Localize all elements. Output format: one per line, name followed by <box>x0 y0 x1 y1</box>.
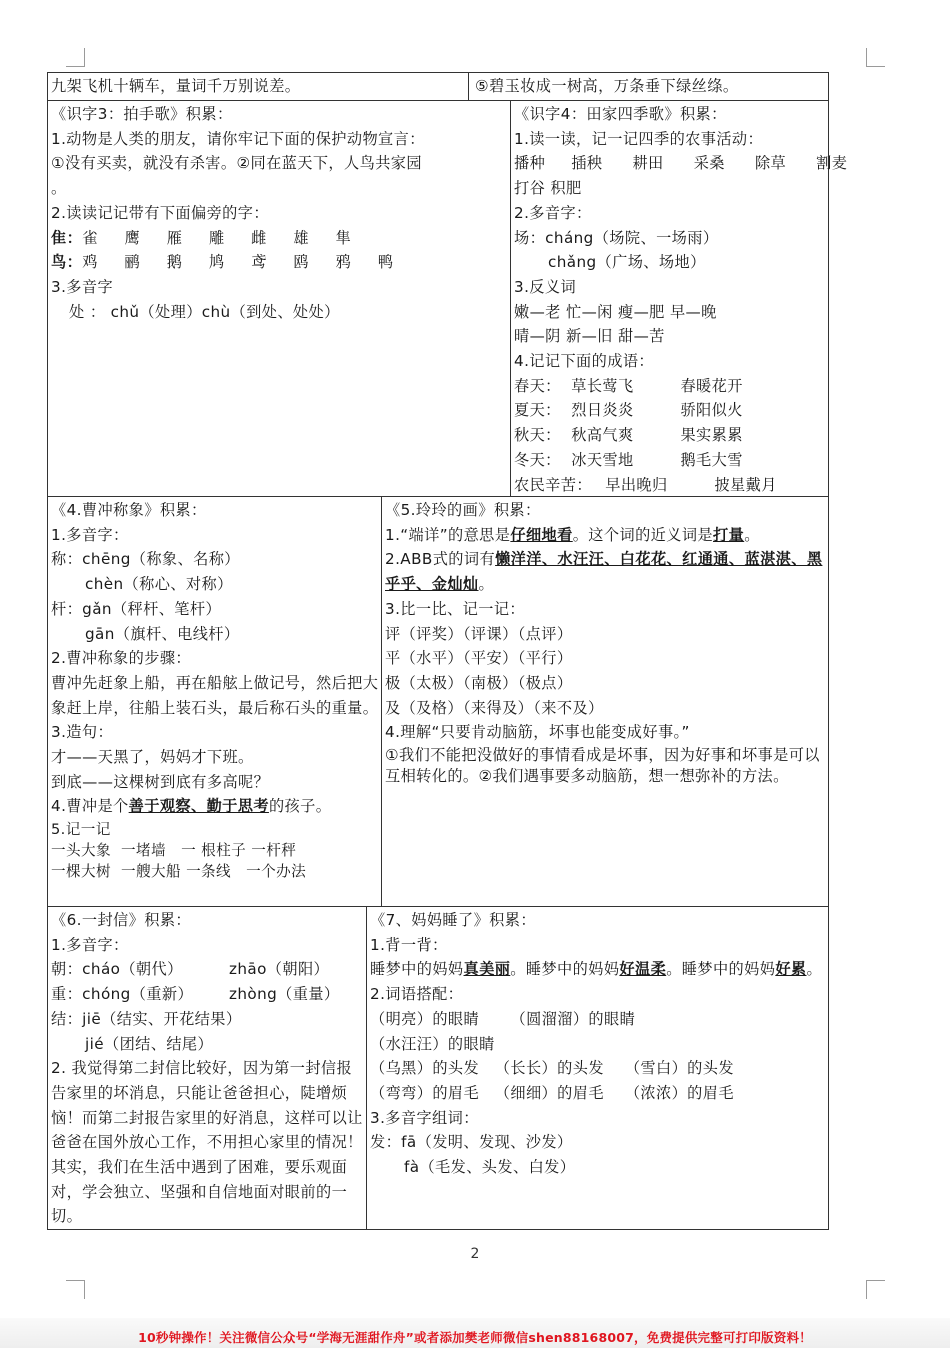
text-line: 发：fā（发明、发现、沙发） <box>370 1133 573 1152</box>
idiom: 秋高气爽 <box>571 426 634 445</box>
activity: 耕田 <box>632 154 664 173</box>
text: 睡梦中的妈妈 <box>370 960 464 979</box>
paragraph <box>370 957 826 982</box>
text-line: 。 <box>51 179 67 198</box>
text-line: （乌黑）的头发 （长长）的头发 （雪白）的头发 <box>370 1059 734 1078</box>
activity: 除草 <box>754 154 787 173</box>
crop-mark-top-right <box>866 48 885 67</box>
idiom: 果实累累 <box>680 426 743 445</box>
farm-activity-row <box>514 151 848 176</box>
idiom: 草长莺飞 <box>571 376 634 395</box>
section-title: 《4.曹冲称象》积累： <box>51 501 207 519</box>
crop-mark-top-left <box>66 48 85 67</box>
idiom: 早出晚归 <box>605 475 668 494</box>
idiom-row <box>514 398 826 423</box>
text-line: 1.多音字： <box>51 935 129 954</box>
text-line: 极（太极）（南极）（极点） <box>385 673 573 692</box>
text-line: 嫩—老 忙—闲 瘦—肥 早—晚 <box>514 302 717 321</box>
text-line: ①没有买卖，就没有杀害。②同在蓝天下，人鸟共家园 <box>51 154 422 173</box>
text-line: 3.造句： <box>51 723 114 742</box>
text-line: 5.记一记 <box>51 821 111 839</box>
section-shizi4 <box>511 101 848 495</box>
text-line: 打谷 积肥 <box>514 179 582 198</box>
section-lingling <box>382 497 828 905</box>
text: 朝：cháo（朝代） <box>51 960 183 979</box>
radical-label: 隹： <box>51 228 83 247</box>
keyword: 善于观察、勤于思考 <box>128 797 269 816</box>
idiom-row <box>514 448 826 473</box>
char: 鹂 <box>124 253 141 272</box>
text-line: 3.反义词 <box>514 277 577 296</box>
char: 鹅 <box>166 253 183 272</box>
radical-zhui-row <box>51 226 508 251</box>
text-line: 晴—阴 新—旧 甜—苦 <box>514 327 665 346</box>
section-title: 《7、妈妈睡了》积累： <box>370 911 536 929</box>
text-line: 4.理解“只要肯动脑筋，坏事也能变成好事。” <box>385 723 690 742</box>
text-line: 2.读读记记带有下面偏旁的字： <box>51 203 269 222</box>
section-title: 《识字3：拍手歌》积累： <box>51 105 233 123</box>
text-line: chèn（称心、对称） <box>85 575 233 594</box>
activity: 播种 <box>514 154 546 173</box>
text-line: 平（水平）（平安）（平行） <box>385 649 573 668</box>
text-line: gān（旗杆、电线杆） <box>85 624 240 643</box>
text-line: 称：chēng（称象、名称） <box>51 550 240 569</box>
char: 隼 <box>335 228 352 247</box>
text-line: 及（及格）（来得及）（来不及） <box>385 698 604 717</box>
text-line: 结：jiē（结实、开花结果） <box>51 1009 242 1028</box>
radical-label: 鸟： <box>51 253 83 272</box>
char: 鸥 <box>293 253 309 272</box>
poem-line-left: 九架飞机十辆车，量词千万别说差。 <box>51 77 301 95</box>
char: 雕 <box>208 228 225 247</box>
char: 雁 <box>166 228 183 247</box>
text: 。这个词的近义词是 <box>572 525 714 544</box>
text-line: chǎng（广场、场地） <box>548 253 706 272</box>
notes-table <box>47 72 848 1230</box>
idiom: 春暖花开 <box>680 376 743 395</box>
text-line: 3.比一比、记一记： <box>385 599 525 618</box>
activity: 采桑 <box>693 154 725 173</box>
idiom: 冰天雪地 <box>571 450 634 469</box>
section-title: 《识字4：田家四季歌》积累： <box>514 105 727 123</box>
text-line: 杆：gǎn（秤杆、笔杆） <box>51 599 222 618</box>
season-label: 冬天： <box>514 450 561 469</box>
keyword: 懒洋洋、水汪汪、白花花、红通通、蓝湛湛、黑乎乎、金灿灿 <box>385 550 823 594</box>
text-line: （明亮）的眼睛 （圆溜溜）的眼睛 <box>370 1009 636 1028</box>
season-label: 夏天： <box>514 401 561 420</box>
section-title: 《6.一封信》积累： <box>51 911 191 929</box>
idiom-row <box>514 473 826 498</box>
text-line: 评（评奖）（评课）（点评） <box>385 624 573 643</box>
char: 鸡 <box>82 253 98 272</box>
text-line: 到底——这棵树到底有多高呢？ <box>51 772 270 791</box>
char: 鸢 <box>251 253 267 272</box>
paragraph: ①我们不能把没做好的事情看成是坏事，因为好事和坏事是可以互相转化的。②我们遇事要多动脑筋，想一想弥补的方法。 <box>385 746 820 786</box>
text-line: 1.背一背： <box>370 935 448 954</box>
text: 。 <box>478 575 495 594</box>
text: 4.曹冲是个 <box>51 797 129 816</box>
crop-mark-bottom-left <box>66 1280 85 1299</box>
text-line: （水汪汪）的眼睛 <box>370 1034 495 1053</box>
text: 1.“端详”的意思是 <box>385 525 511 544</box>
section-title: 《5.玲玲的画》积累： <box>385 501 541 519</box>
text-line: 1.多音字： <box>51 525 129 544</box>
text-line: 场：cháng（场院、一场雨） <box>514 228 719 247</box>
text-line: 3.多音字 <box>51 277 114 296</box>
section-shizi3 <box>48 101 510 495</box>
text: 的孩子。 <box>268 797 332 816</box>
page-number: 2 <box>470 1246 480 1262</box>
char: 鸭 <box>377 253 394 272</box>
keyword: 仔细地看 <box>510 525 573 544</box>
char: 鹰 <box>124 228 141 247</box>
paragraph: 曹冲先赶象上船，再在船舷上做记号，然后把大象赶上岸，往船上装石头，最后称石头的重量。 <box>51 673 379 717</box>
text: 。睡梦中的妈妈 <box>666 960 776 979</box>
text-line: 1.动物是人类的朋友，请你牢记下面的保护动物宣言： <box>51 129 425 148</box>
text-line: 3.多音字组词： <box>370 1108 479 1127</box>
section-letter <box>48 907 366 1229</box>
text-line <box>385 523 826 548</box>
text-line <box>51 957 364 982</box>
text-line <box>51 982 364 1007</box>
text: 。睡梦中的妈妈 <box>510 960 620 979</box>
char: 雀 <box>82 228 98 247</box>
poem-line-right: ⑤碧玉妆成一树高，万条垂下绿丝绦。 <box>475 77 739 95</box>
radical-niao-row <box>51 250 508 275</box>
text: 重：chóng（重新） <box>51 985 194 1004</box>
char: 鸠 <box>208 253 225 272</box>
keyword: 好温柔 <box>619 960 667 979</box>
text-line <box>51 794 379 819</box>
section-mom-asleep <box>367 907 828 1229</box>
idiom: 披星戴月 <box>714 475 777 494</box>
idiom: 鹅毛大雪 <box>680 450 743 469</box>
idiom: 烈日炎炎 <box>571 401 634 420</box>
paragraph: 2. 我觉得第二封信比较好，因为第一封信报告家里的坏消息，只能让爸爸担心，陡增烦恼！而第二封报告家里的好消息，这样可以让爸爸在国外放心工作，不用担心家里的情况！其实，我们在生活中遇到了困难，要乐观面对，学会独立、坚强和自信地面对眼前的一切。 <box>51 1059 363 1226</box>
char: 雄 <box>293 228 309 247</box>
text-line: 1.读一读，记一记四季的农事活动： <box>514 129 764 148</box>
promo-footer: 10秒钟操作！关注微信公众号“学海无涯甜作舟”或者添加樊老师微信shen88168007，免费提供完整可打印版资料！ <box>138 1330 812 1345</box>
text: 2.ABB式的词有 <box>385 550 496 569</box>
text-line: 才——天黑了，妈妈才下班。 <box>51 748 254 767</box>
text-line: jié（团结、结尾） <box>85 1034 214 1053</box>
season-label: 春天： <box>514 376 561 395</box>
text-line: 一棵大树 一艘大船 一条线 一个办法 <box>51 863 307 881</box>
section-caochong <box>48 497 381 905</box>
text-line: fà（毛发、头发、白发） <box>404 1158 576 1177</box>
crop-mark-bottom-right <box>866 1280 885 1299</box>
char: 鸦 <box>335 253 352 272</box>
char: 雌 <box>251 228 267 247</box>
text: zhāo（朝阳） <box>229 960 330 979</box>
text-line: 2.曹冲称象的步骤： <box>51 649 191 668</box>
text-line: 2.多音字： <box>514 203 592 222</box>
idiom-row <box>514 374 826 399</box>
text-line: （弯弯）的眉毛 （细细）的眉毛 （浓浓）的眉毛 <box>370 1083 734 1102</box>
keyword: 好累 <box>775 960 807 979</box>
text: zhòng（重量） <box>229 985 340 1004</box>
idiom-row <box>514 423 826 448</box>
paragraph <box>385 547 826 596</box>
activity: 割麦 <box>816 154 848 173</box>
text-line: 一头大象 一堵墙 一 根柱子 一杆秤 <box>51 842 297 860</box>
text: 。 <box>806 960 823 979</box>
text-line: 2.词语搭配： <box>370 985 464 1004</box>
text-line: 处 ： chǔ（处理）chù（到处、处处） <box>69 302 340 321</box>
text-line: 4.记记下面的成语： <box>514 352 654 371</box>
text: 。 <box>744 525 760 544</box>
activity: 插秧 <box>571 154 603 173</box>
idiom: 骄阳似火 <box>680 401 743 420</box>
season-label: 秋天： <box>514 426 561 445</box>
keyword: 打量 <box>713 525 745 544</box>
season-label: 农民辛苦： <box>514 475 592 494</box>
keyword: 真美丽 <box>463 960 511 979</box>
